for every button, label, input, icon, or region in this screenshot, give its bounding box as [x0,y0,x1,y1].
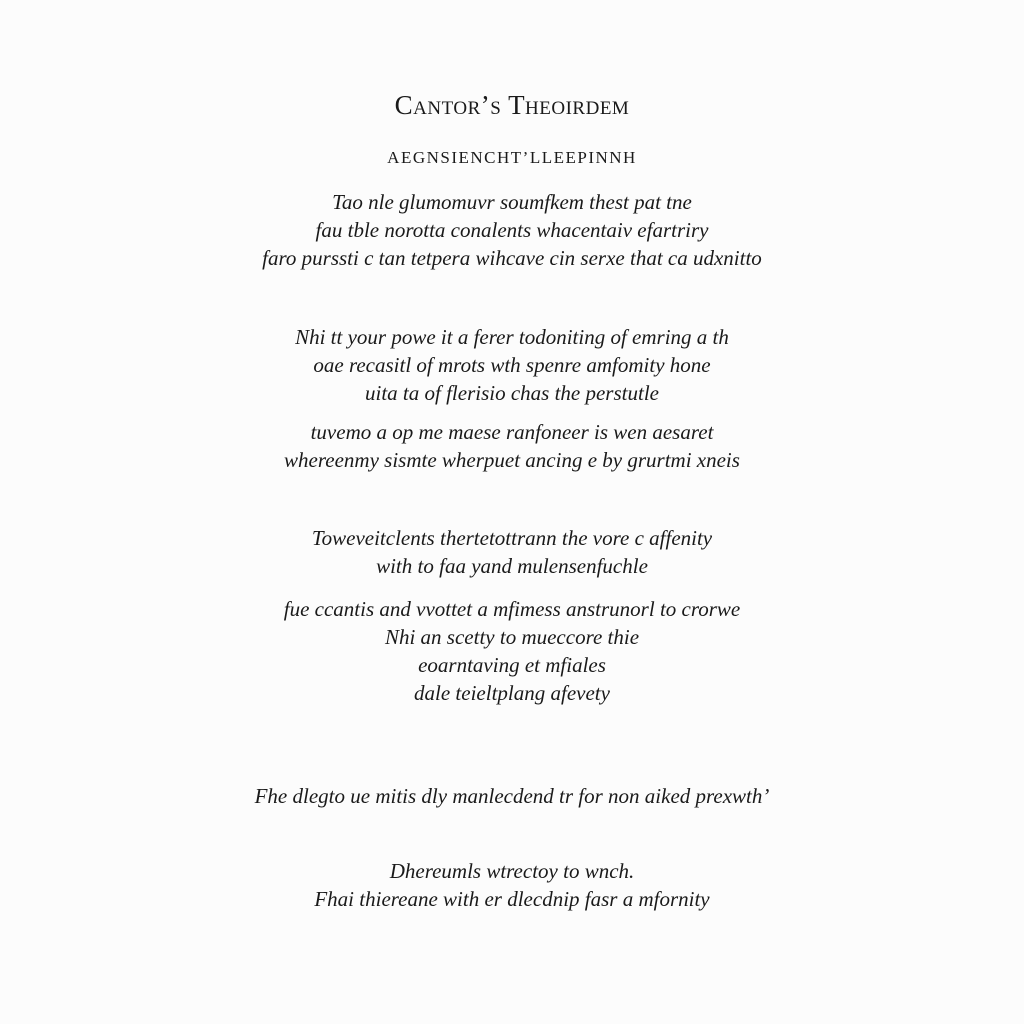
paragraph-line: eoarntaving et mfiales [418,653,606,677]
paragraph-line: dale teieltplang afevety [414,681,610,705]
paragraph-line: uita ta of flerisio chas the perstutle [365,381,659,405]
paragraph-6 [0,782,1024,810]
paragraph-line: faro purssti c tan tetpera wihcave cin serxe that ca udxnitto [262,246,762,270]
paragraph-line: Fhai thiereane with er dlecdnip fasr a mfornity [314,887,710,911]
paragraph-line: Dhereumls wtrectoy to wnch. [389,859,635,883]
paragraph-line: Nhi tt your powe it a ferer todoniting of emring a th [295,325,729,349]
paragraph-2 [0,323,1024,407]
paragraph-line: Toweveitclents thertetottrann the vore c affenity [311,526,713,550]
paragraph-line: fau tble norotta conalents whacentaiv efartriry [315,218,709,242]
paragraph-4 [0,524,1024,580]
paragraph-line: Nhi an scetty to mueccore thie [384,625,640,649]
paragraph-line: Tao nle glumomuvr soumfkem thest pat tne [332,190,692,214]
paragraph-3 [0,418,1024,474]
document-subtitle: AEGNSIENCHT’LLEEPINNH [387,148,637,167]
paragraph-1 [0,188,1024,272]
paragraph-line: Fhe dlegto ue mitis dly manlecdend tr for non aiked prexwth’ [254,784,770,808]
paragraph-line: oae recasitl of mrots wth spenre amfomity hone [313,353,711,377]
paragraph-7 [0,857,1024,913]
paragraph-line: whereenmy sismte wherpuet ancing e by grurtmi xneis [284,448,740,472]
paragraph-line: fue ccantis and vvottet a mfimess anstrunorl to crorwe [283,597,741,621]
paragraph-line: tuvemo a op me maese ranfoneer is wen aesaret [310,420,714,444]
paragraph-line: with to faa yand mulensenfuchle [376,554,648,578]
document-title: Cantor’s Theoirdem [394,90,630,120]
paragraph-5 [0,595,1024,707]
